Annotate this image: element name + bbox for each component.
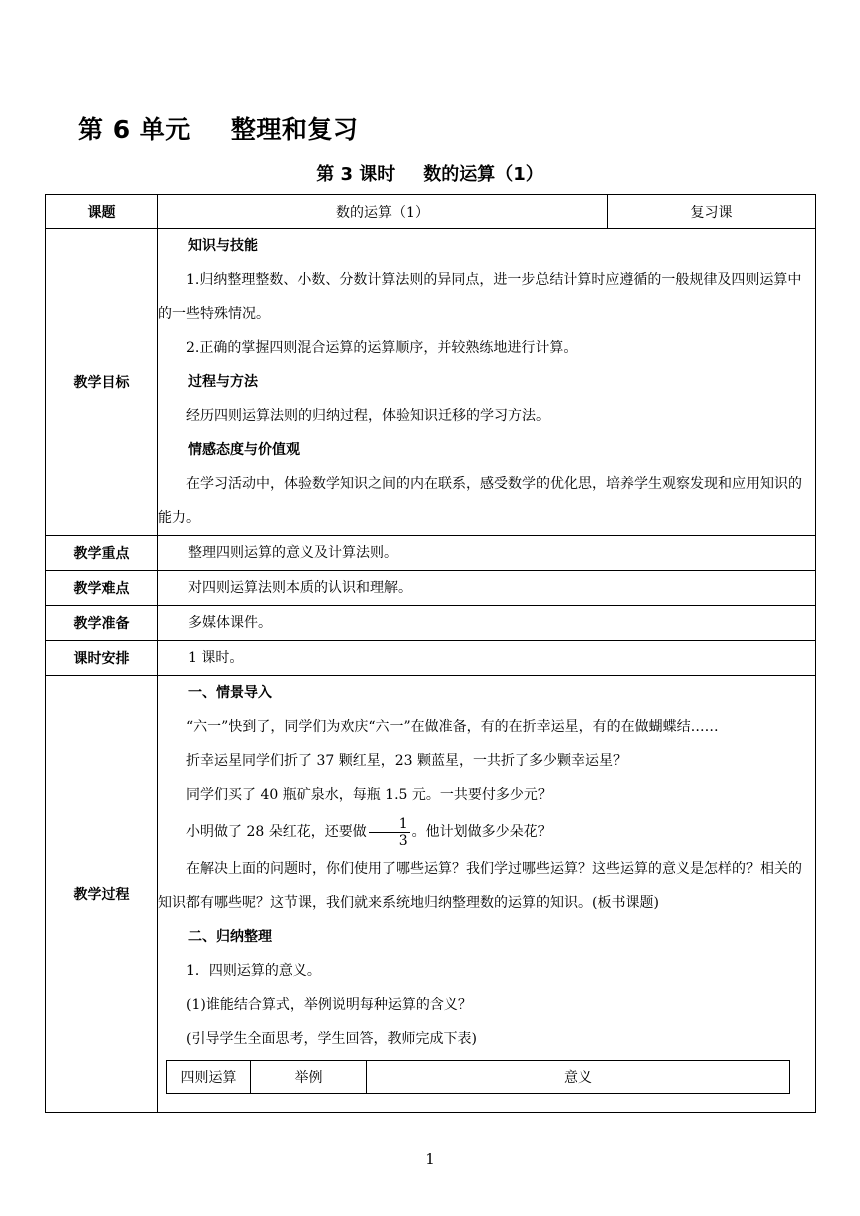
- flowers-text-after: 。他计划做多少朵花？: [411, 824, 552, 840]
- section1-heading: 一、情景导入: [188, 685, 272, 701]
- objectives-label: 教学目标: [46, 229, 158, 536]
- preparation-text: 多媒体课件。: [188, 615, 272, 631]
- section2-heading: 二、归纳整理: [188, 929, 272, 945]
- difficulties-row: [46, 571, 816, 606]
- schedule-text: 1 课时。: [188, 650, 244, 666]
- unit-number: 第 6 单元: [78, 115, 191, 144]
- lesson-type: 复习课: [608, 195, 816, 229]
- knowledge-item-1: 1.归纳整理整数、小数、分数计算法则的异同点，进一步总结计算时应遵循的一般规律及四则运算中的一些特殊情况。: [158, 272, 802, 322]
- knowledge-heading: 知识与技能: [188, 238, 258, 254]
- process-heading: 过程与方法: [188, 374, 258, 390]
- meaning-item: 1．四则运算的意义。: [186, 963, 321, 979]
- fraction-denominator: 3: [398, 832, 408, 849]
- preparation-row: [46, 606, 816, 641]
- intro-paragraph: “六一”快到了，同学们为欢庆“六一”在做准备，有的在折幸运星，有的在做蝴蝶结……: [186, 719, 719, 735]
- operations-header-row: [167, 1061, 790, 1094]
- meaning-question: (1)谁能结合算式，举例说明每种运算的含义？: [186, 997, 472, 1013]
- lesson-number: 第 3 课时: [316, 164, 396, 185]
- topic-value: 数的运算（1）: [158, 195, 608, 229]
- schedule-label: 课时安排: [46, 641, 158, 676]
- unit-name: 整理和复习: [230, 115, 359, 144]
- fraction-numerator: 1: [369, 816, 410, 833]
- page-number: 1: [425, 1150, 435, 1168]
- unit-title: [78, 110, 358, 146]
- question-stars: 折幸运星同学们折了 37 颗红星，23 颗蓝星，一共折了多少颗幸运星？: [186, 753, 627, 769]
- process-row: [46, 676, 816, 1113]
- topic-label: 课题: [46, 195, 158, 229]
- process-text: 经历四则运算法则的归纳过程，体验知识迁移的学习方法。: [186, 408, 550, 424]
- meaning-guide: (引导学生全面思考，学生回答，教师完成下表): [186, 1031, 477, 1047]
- preparation-label: 教学准备: [46, 606, 158, 641]
- knowledge-item-2: 2.正确的掌握四则混合运算的运算顺序，并较熟练地进行计算。: [186, 340, 578, 356]
- difficulties-label: 教学难点: [46, 571, 158, 606]
- fraction: [369, 816, 410, 849]
- header-row: [46, 195, 816, 229]
- operations-header-example: 举例: [251, 1061, 367, 1094]
- key-points-text: 整理四则运算的意义及计算法则。: [188, 545, 398, 561]
- question-flowers: [158, 812, 815, 852]
- lesson-plan-table: [45, 194, 816, 1113]
- process-label: 教学过程: [46, 676, 158, 1113]
- emotion-text: 在学习活动中，体验数学知识之间的内在联系，感受数学的优化思，培养学生观察发现和应用知识的能力。: [158, 476, 802, 526]
- operations-table: [166, 1060, 790, 1094]
- lesson-name: 数的运算（1）: [423, 164, 544, 185]
- operations-header-op: 四则运算: [167, 1061, 251, 1094]
- emotion-heading: 情感态度与价值观: [188, 442, 300, 458]
- difficulties-text: 对四则运算法则本质的认识和理解。: [188, 580, 412, 596]
- schedule-row: [46, 641, 816, 676]
- operations-header-meaning: 意义: [367, 1061, 790, 1094]
- discussion-paragraph: 在解决上面的问题时，你们使用了哪些运算？我们学过哪些运算？这些运算的意义是怎样的？相关的知识都有哪些呢？这节课，我们就来系统地归纳整理数的运算的知识。(板书课题): [158, 861, 802, 911]
- question-water: 同学们买了 40 瓶矿泉水，每瓶 1.5 元。一共要付多少元？: [186, 787, 552, 803]
- key-points-label: 教学重点: [46, 536, 158, 571]
- objectives-row: [46, 229, 816, 536]
- flowers-text-before: 小明做了 28 朵红花，还要做: [186, 824, 367, 840]
- key-points-row: [46, 536, 816, 571]
- lesson-title: [0, 160, 860, 186]
